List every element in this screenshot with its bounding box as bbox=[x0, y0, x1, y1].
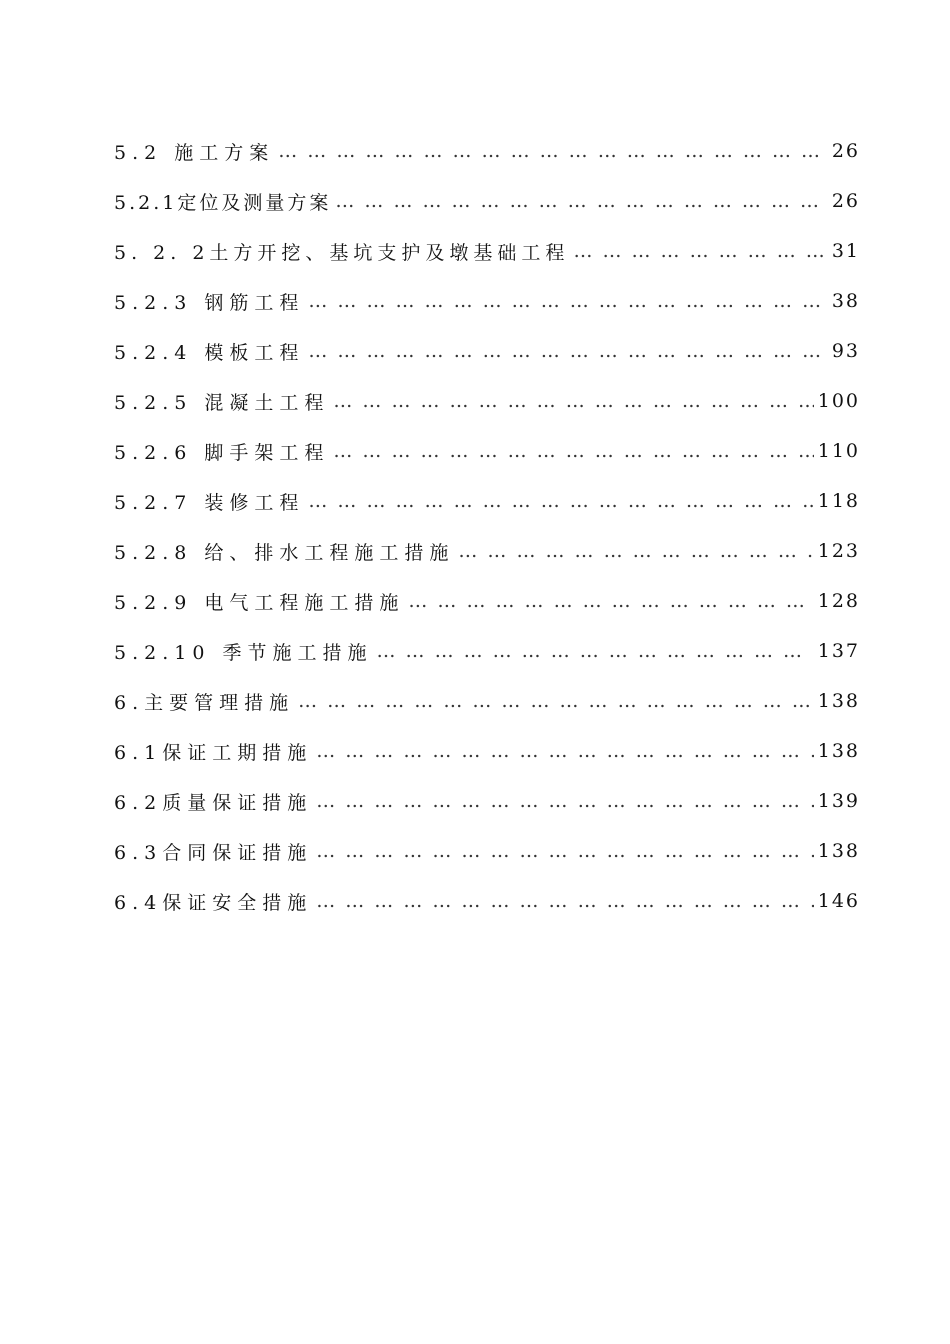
toc-entry-title: 6.主要管理措施 bbox=[114, 691, 295, 714]
toc-entry-title: 5.2.5 混凝土工程 bbox=[114, 391, 330, 414]
toc-entry-page: 31 bbox=[831, 240, 860, 262]
toc-entry-title: 6.3合同保证措施 bbox=[114, 841, 313, 864]
toc-entry bbox=[114, 576, 860, 626]
toc-entry-page: 128 bbox=[817, 590, 860, 612]
toc-entry bbox=[114, 826, 860, 876]
toc-entry bbox=[114, 676, 860, 726]
toc-leader-dots bbox=[458, 540, 813, 562]
toc-entry-page: 146 bbox=[817, 890, 860, 912]
toc-entry-page: 118 bbox=[817, 490, 860, 512]
toc-leader-dots bbox=[308, 290, 826, 312]
toc-leader-dots bbox=[333, 440, 813, 462]
toc-entry-title: 5.2.10 季节施工措施 bbox=[114, 641, 373, 664]
toc-entry bbox=[114, 426, 860, 476]
toc-entry-page: 138 bbox=[817, 690, 860, 712]
toc-leader-dots bbox=[408, 590, 813, 612]
toc-leader-dots bbox=[376, 640, 813, 662]
toc-leader-dots bbox=[298, 690, 814, 712]
toc-leader-dots bbox=[335, 190, 826, 212]
toc-leader-dots bbox=[316, 740, 814, 762]
toc-entry bbox=[114, 876, 860, 926]
toc-entry bbox=[114, 176, 860, 226]
toc-leader-dots bbox=[316, 840, 814, 862]
toc-entry-page: 26 bbox=[831, 140, 860, 162]
toc-entry-page: 139 bbox=[817, 790, 860, 812]
toc-entry bbox=[114, 276, 860, 326]
toc-entry-title: 5.2.9 电气工程施工措施 bbox=[114, 591, 405, 614]
toc-entry-title: 5.2.4 模板工程 bbox=[114, 341, 305, 364]
toc-leader-dots bbox=[278, 140, 826, 162]
toc-entry-title: 6.1保证工期措施 bbox=[114, 741, 313, 764]
toc-entry-title: 5.2.3 钢筋工程 bbox=[114, 291, 305, 314]
toc-entry-page: 93 bbox=[831, 340, 860, 362]
toc-entry-title: 6.4保证安全措施 bbox=[114, 891, 313, 914]
toc-entry-page: 123 bbox=[817, 540, 860, 562]
toc-entry-page: 38 bbox=[831, 290, 860, 312]
toc-entry-title: 5.2.8 给、排水工程施工措施 bbox=[114, 541, 455, 564]
toc-entry-page: 138 bbox=[817, 740, 860, 762]
toc-entry bbox=[114, 626, 860, 676]
toc-leader-dots bbox=[308, 340, 826, 362]
toc-entry-title: 5.2 施工方案 bbox=[114, 141, 275, 164]
toc-entry-title: 5. 2. 2土方开挖、基坑支护及墩基础工程 bbox=[114, 241, 570, 264]
toc-entry bbox=[114, 776, 860, 826]
toc-entry bbox=[114, 126, 860, 176]
toc-entry-title: 5.2.6 脚手架工程 bbox=[114, 441, 330, 464]
toc-leader-dots bbox=[333, 390, 813, 412]
toc-entry bbox=[114, 226, 860, 276]
toc-entry bbox=[114, 376, 860, 426]
toc-entry bbox=[114, 326, 860, 376]
toc-leader-dots bbox=[316, 890, 814, 912]
toc-leader-dots bbox=[573, 240, 826, 262]
toc-entry bbox=[114, 526, 860, 576]
toc-entry-page: 138 bbox=[817, 840, 860, 862]
toc-leader-dots bbox=[316, 790, 814, 812]
table-of-contents bbox=[114, 126, 860, 926]
toc-entry bbox=[114, 726, 860, 776]
toc-entry-page: 110 bbox=[817, 440, 860, 462]
toc-entry-page: 100 bbox=[817, 390, 860, 412]
toc-entry-title: 5.2.7 装修工程 bbox=[114, 491, 305, 514]
toc-entry-page: 26 bbox=[831, 190, 860, 212]
toc-entry-title: 6.2质量保证措施 bbox=[114, 791, 313, 814]
toc-leader-dots bbox=[308, 490, 813, 512]
toc-entry bbox=[114, 476, 860, 526]
toc-entry-title: 5.2.1定位及测量方案 bbox=[114, 191, 332, 214]
toc-entry-page: 137 bbox=[817, 640, 860, 662]
